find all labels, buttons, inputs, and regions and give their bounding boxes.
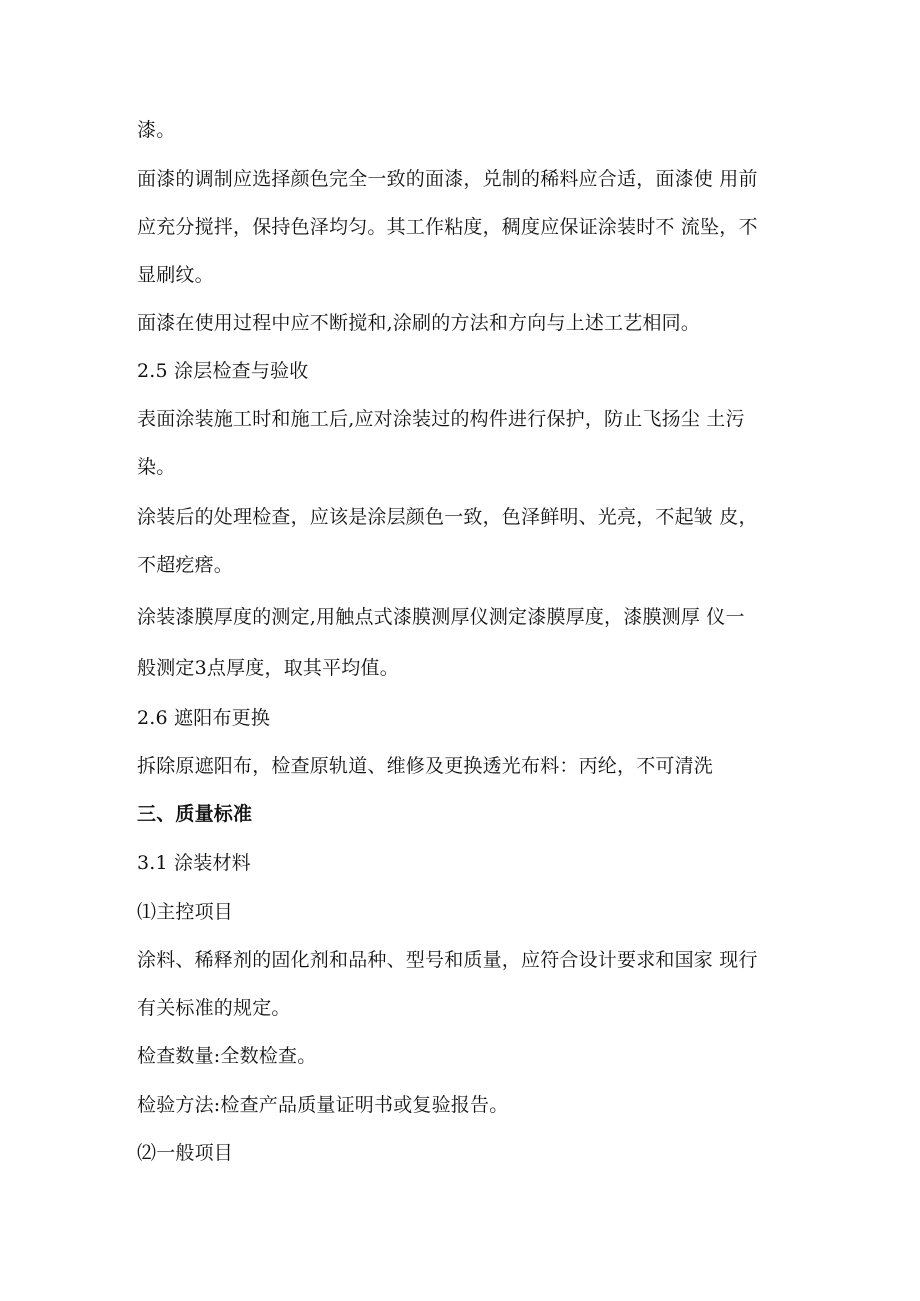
paragraph-line: 拆除原遮阳布，检查原轨道、维修及更换透光布料：丙纶，不可清洗	[137, 755, 714, 777]
paragraph-line: 般测定3点厚度，取其平均值。	[137, 657, 399, 679]
paragraph-line: 显刷纹。	[137, 264, 214, 286]
paragraph-line: 涂装后的处理检查，应该是涂层颜色一致，色泽鲜明、光亮，不起皱 皮，	[137, 506, 758, 528]
paragraph-line: 表面涂装施工时和施工后,应对涂装过的构件进行保护，防止飞扬尘 土污	[137, 408, 745, 430]
paragraph-line: 漆。	[137, 119, 176, 141]
paragraph-line: 染。	[137, 456, 176, 478]
paragraph-line: 面漆在使用过程中应不断搅和,涂刷的方法和方向与上述工艺相同。	[137, 312, 701, 334]
section-heading: 3.1 涂装材料	[137, 852, 251, 874]
paragraph-line: 检查数量:全数检查。	[137, 1045, 317, 1067]
section-heading: 2.6 遮阳布更换	[137, 707, 271, 729]
paragraph-line: 涂装漆膜厚度的测定,用触点式漆膜测厚仪测定漆膜厚度，漆膜测厚 仪一	[137, 606, 745, 628]
paragraph-line: 涂料、稀释剂的固化剂和品种、型号和质量，应符合设计要求和国家 现行	[137, 949, 758, 971]
paragraph-line: 有关标准的规定。	[137, 997, 291, 1019]
paragraph-line: 应充分搅拌，保持色泽均匀。其工作粘度，稠度应保证涂装时不 流坠，不	[137, 216, 758, 238]
chapter-heading: 三、质量标准	[137, 803, 253, 825]
section-heading: 2.5 涂层检查与验收	[137, 360, 309, 382]
subsection-heading: ⑵一般项目	[137, 1142, 234, 1164]
paragraph-line: 面漆的调制应选择颜色完全一致的面漆，兑制的稀料应合适，面漆使 用前	[137, 168, 758, 190]
subsection-heading: ⑴主控项目	[137, 901, 234, 923]
paragraph-line: 检验方法:检查产品质量证明书或复验报告。	[137, 1094, 509, 1116]
paragraph-line: 不超疙瘩。	[137, 554, 234, 576]
